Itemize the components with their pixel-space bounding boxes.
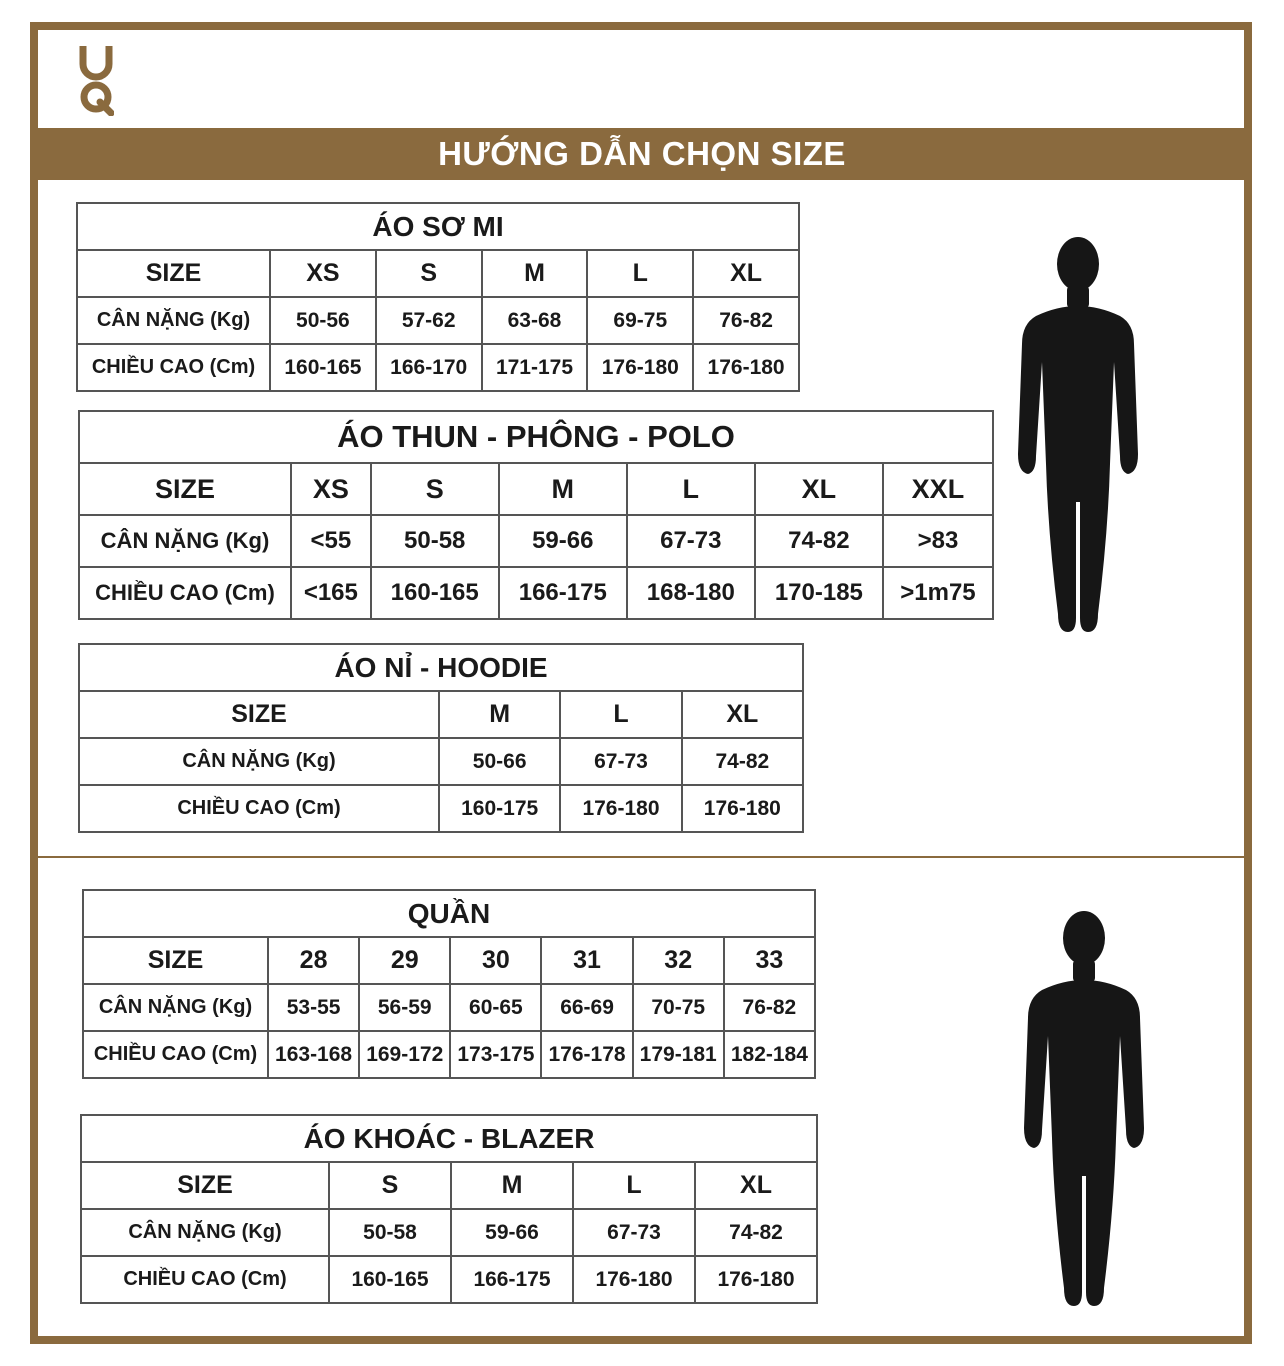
weight-cell: 66-69: [541, 984, 632, 1031]
height-label: CHIỀU CAO (Cm): [83, 1031, 268, 1078]
weight-cell: >83: [883, 515, 993, 567]
height-cell: 160-165: [270, 344, 376, 391]
height-cell: 169-172: [359, 1031, 450, 1078]
weight-label: CÂN NẶNG (Kg): [81, 1209, 329, 1256]
size-label: SIZE: [77, 250, 270, 297]
size-cell: S: [371, 463, 499, 515]
section-divider: [34, 856, 1250, 858]
table-title: ÁO THUN - PHÔNG - POLO: [79, 411, 993, 463]
weight-cell: 74-82: [682, 738, 803, 785]
height-cell: 179-181: [633, 1031, 724, 1078]
weight-cell: 50-56: [270, 297, 376, 344]
size-label: SIZE: [83, 937, 268, 984]
height-label: CHIỀU CAO (Cm): [77, 344, 270, 391]
body-silhouette-icon: [1012, 234, 1144, 638]
size-cell: M: [451, 1162, 573, 1209]
size-label: SIZE: [81, 1162, 329, 1209]
weight-cell: 53-55: [268, 984, 359, 1031]
weight-cell: 56-59: [359, 984, 450, 1031]
height-cell: 173-175: [450, 1031, 541, 1078]
size-cell: L: [560, 691, 681, 738]
size-cell: 31: [541, 937, 632, 984]
weight-cell: 59-66: [499, 515, 627, 567]
weight-cell: 76-82: [693, 297, 799, 344]
size-cell: 32: [633, 937, 724, 984]
size-cell: 29: [359, 937, 450, 984]
weight-label: CÂN NẶNG (Kg): [77, 297, 270, 344]
height-cell: 176-180: [587, 344, 693, 391]
size-label: SIZE: [79, 691, 439, 738]
height-label: CHIỀU CAO (Cm): [81, 1256, 329, 1303]
weight-cell: 60-65: [450, 984, 541, 1031]
weight-cell: 67-73: [627, 515, 755, 567]
height-cell: 166-170: [376, 344, 482, 391]
height-cell: 171-175: [482, 344, 588, 391]
height-cell: 176-178: [541, 1031, 632, 1078]
height-cell: 176-180: [693, 344, 799, 391]
size-cell: XL: [693, 250, 799, 297]
size-cell: XS: [291, 463, 371, 515]
size-cell: M: [499, 463, 627, 515]
height-cell: 160-175: [439, 785, 560, 832]
weight-label: CÂN NẶNG (Kg): [79, 515, 291, 567]
weight-cell: <55: [291, 515, 371, 567]
height-cell: <165: [291, 567, 371, 619]
height-cell: 176-180: [695, 1256, 817, 1303]
weight-cell: 70-75: [633, 984, 724, 1031]
height-label: CHIỀU CAO (Cm): [79, 785, 439, 832]
size-cell: XL: [695, 1162, 817, 1209]
size-cell: 30: [450, 937, 541, 984]
height-cell: 168-180: [627, 567, 755, 619]
height-cell: 160-165: [329, 1256, 451, 1303]
size-cell: XL: [755, 463, 883, 515]
size-label: SIZE: [79, 463, 291, 515]
weight-cell: 59-66: [451, 1209, 573, 1256]
height-cell: 176-180: [560, 785, 681, 832]
weight-cell: 50-58: [329, 1209, 451, 1256]
size-cell: S: [376, 250, 482, 297]
size-cell: M: [439, 691, 560, 738]
weight-cell: 69-75: [587, 297, 693, 344]
size-cell: XXL: [883, 463, 993, 515]
height-cell: 166-175: [499, 567, 627, 619]
uq-logo: [78, 42, 114, 116]
height-cell: 163-168: [268, 1031, 359, 1078]
weight-cell: 76-82: [724, 984, 815, 1031]
size-cell: L: [573, 1162, 695, 1209]
size-cell: XS: [270, 250, 376, 297]
table-title: ÁO SƠ MI: [77, 203, 799, 250]
body-silhouette-icon: [1018, 908, 1150, 1312]
table-title: QUẦN: [83, 890, 815, 937]
size-cell: L: [627, 463, 755, 515]
size-cell: 28: [268, 937, 359, 984]
size-cell: L: [587, 250, 693, 297]
weight-label: CÂN NẶNG (Kg): [83, 984, 268, 1031]
height-cell: 170-185: [755, 567, 883, 619]
tshirt-polo-size-table: [78, 410, 994, 620]
table-title: ÁO NỈ - HOODIE: [79, 644, 803, 691]
weight-cell: 67-73: [560, 738, 681, 785]
hoodie-size-table: [78, 643, 804, 833]
weight-label: CÂN NẶNG (Kg): [79, 738, 439, 785]
height-cell: 166-175: [451, 1256, 573, 1303]
weight-cell: 67-73: [573, 1209, 695, 1256]
size-cell: XL: [682, 691, 803, 738]
height-cell: 176-180: [573, 1256, 695, 1303]
jacket-blazer-size-table: [80, 1114, 818, 1304]
weight-cell: 74-82: [695, 1209, 817, 1256]
height-cell: 182-184: [724, 1031, 815, 1078]
weight-cell: 50-58: [371, 515, 499, 567]
weight-cell: 57-62: [376, 297, 482, 344]
page-title: HƯỚNG DẪN CHỌN SIZE: [34, 128, 1250, 180]
shirt-size-table: [76, 202, 800, 392]
weight-cell: 63-68: [482, 297, 588, 344]
size-cell: 33: [724, 937, 815, 984]
height-cell: >1m75: [883, 567, 993, 619]
weight-cell: 50-66: [439, 738, 560, 785]
weight-cell: 74-82: [755, 515, 883, 567]
pants-size-table: [82, 889, 816, 1079]
table-title: ÁO KHOÁC - BLAZER: [81, 1115, 817, 1162]
size-cell: S: [329, 1162, 451, 1209]
size-cell: M: [482, 250, 588, 297]
height-cell: 176-180: [682, 785, 803, 832]
height-cell: 160-165: [371, 567, 499, 619]
height-label: CHIỀU CAO (Cm): [79, 567, 291, 619]
